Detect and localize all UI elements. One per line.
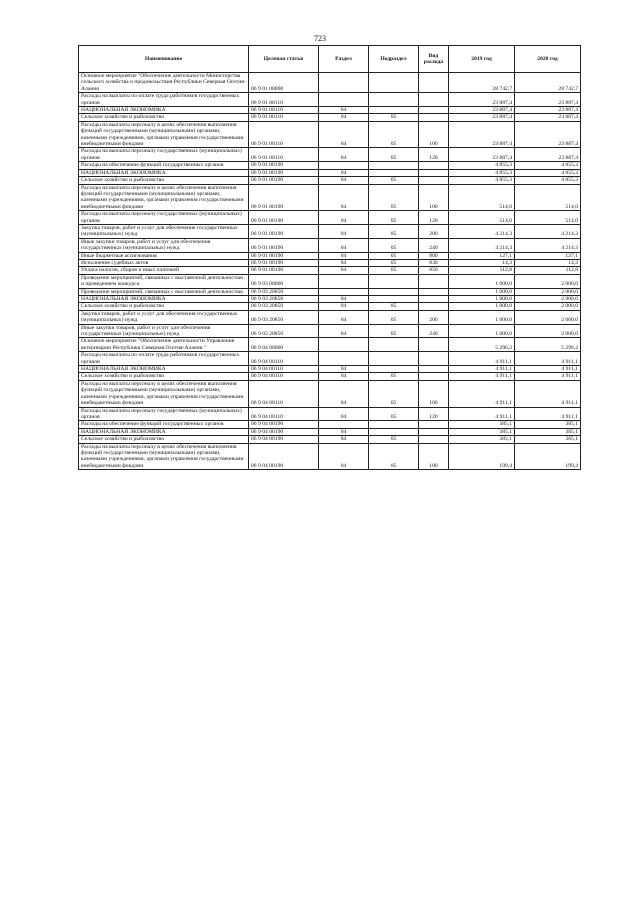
cell-section: 04	[319, 224, 369, 238]
cell-2019: 14,3	[449, 259, 515, 266]
cell-2020: 514,0	[515, 211, 581, 225]
cell-name: Расходы на обеспечение функций государственных органов	[79, 162, 249, 169]
cell-section: 04	[319, 148, 369, 162]
cell-2019: 514,0	[449, 211, 515, 225]
table-row	[79, 114, 581, 121]
cell-2019: 28 742,7	[449, 73, 515, 93]
cell-2020: 2 000,0	[515, 324, 581, 338]
cell-target-article: 06 9 04 00110	[249, 352, 319, 366]
cell-name: Проведение мероприятий, связанных с выставочной деятельностью и проведением конкурса	[79, 274, 249, 288]
cell-target-article: 06 9 01 00110	[249, 114, 319, 121]
cell-2019: 4 911,1	[449, 373, 515, 380]
cell-2020: 5 296,2	[515, 338, 581, 352]
cell-expense-type	[419, 421, 449, 428]
cell-name: Расходы на выплаты персоналу в целях обеспечения выполнения функций государственными (муниципальными) органами, казенными учреждениями, органами управления государственными внебюджетными фондами	[79, 380, 249, 407]
cell-2019: 385,1	[449, 421, 515, 428]
cell-expense-type	[419, 303, 449, 310]
cell-section: 04	[319, 366, 369, 373]
table-row	[79, 73, 581, 93]
table-row	[79, 184, 581, 211]
cell-2020: 23 887,4	[515, 107, 581, 114]
cell-target-article: 06 9 03 20850	[249, 296, 319, 303]
table-row	[79, 436, 581, 443]
cell-2020: 2 000,0	[515, 296, 581, 303]
cell-section: 04	[319, 428, 369, 435]
table-row	[79, 224, 581, 238]
cell-expense-type: 850	[419, 267, 449, 274]
cell-subsection	[369, 366, 419, 373]
cell-target-article: 06 9 01 00190	[249, 184, 319, 211]
table-row	[79, 274, 581, 288]
cell-name: Расходы на выплаты персоналу в целях обеспечения выполнения функций государственными (муниципальными) органами, казенными учреждениями, органами управления государственными внебюджетными фондами	[79, 184, 249, 211]
cell-2020: 385,1	[515, 421, 581, 428]
cell-subsection: 05	[369, 310, 419, 324]
table-row	[79, 93, 581, 107]
cell-2020: 385,1	[515, 428, 581, 435]
cell-2019: 199,4	[449, 443, 515, 470]
cell-2020: 127,1	[515, 252, 581, 259]
cell-expense-type: 100	[419, 380, 449, 407]
page-number: 723	[314, 34, 326, 43]
cell-name: НАЦИОНАЛЬНАЯ ЭКОНОМИКА	[79, 366, 249, 373]
table-row	[79, 177, 581, 184]
cell-2019: 4 911,1	[449, 380, 515, 407]
cell-name: Расходы на выплаты персоналу государственных (муниципальных) органов	[79, 211, 249, 225]
cell-target-article: 06 9 04 00190	[249, 436, 319, 443]
cell-2020: 23 887,4	[515, 93, 581, 107]
cell-2019: 1 000,0	[449, 274, 515, 288]
cell-2019: 4 855,3	[449, 169, 515, 176]
cell-section: 04	[319, 252, 369, 259]
cell-subsection: 05	[369, 324, 419, 338]
cell-section: 04	[319, 267, 369, 274]
cell-section	[319, 421, 369, 428]
cell-expense-type: 830	[419, 259, 449, 266]
cell-2019: 5 296,2	[449, 338, 515, 352]
table-row	[79, 211, 581, 225]
cell-expense-type	[419, 114, 449, 121]
cell-2019: 4 214,3	[449, 238, 515, 252]
table-row	[79, 310, 581, 324]
cell-section	[319, 162, 369, 169]
table-row	[79, 169, 581, 176]
table-body	[79, 73, 581, 470]
cell-section: 04	[319, 238, 369, 252]
cell-expense-type	[419, 352, 449, 366]
cell-name: НАЦИОНАЛЬНАЯ ЭКОНОМИКА	[79, 107, 249, 114]
cell-2019: 23 887,4	[449, 107, 515, 114]
cell-2020: 112,8	[515, 267, 581, 274]
cell-name: Иные бюджетные ассигнования	[79, 252, 249, 259]
cell-2020: 2 000,0	[515, 288, 581, 295]
cell-subsection: 05	[369, 443, 419, 470]
cell-expense-type: 240	[419, 324, 449, 338]
cell-subsection	[369, 296, 419, 303]
cell-2020: 23 887,4	[515, 148, 581, 162]
cell-name: Расходы на выплаты персоналу государственных (муниципальных) органов	[79, 148, 249, 162]
cell-expense-type: 240	[419, 238, 449, 252]
cell-target-article: 06 9 01 00110	[249, 148, 319, 162]
cell-expense-type	[419, 373, 449, 380]
cell-expense-type	[419, 169, 449, 176]
table-row	[79, 443, 581, 470]
cell-name: Закупка товаров, работ и услуг для обеспечения государственных (муниципальных) нужд	[79, 224, 249, 238]
cell-section: 04	[319, 373, 369, 380]
cell-name: Иные закупки товаров, работ и услуг для обеспечения государственных (муниципальных) нужд	[79, 238, 249, 252]
header-2019: 2019 год	[449, 46, 515, 73]
cell-2020: 4 214,3	[515, 224, 581, 238]
cell-subsection	[369, 274, 419, 288]
cell-2019: 4 911,1	[449, 352, 515, 366]
cell-target-article: 06 9 04 00110	[249, 373, 319, 380]
cell-expense-type: 200	[419, 310, 449, 324]
cell-2020: 4 214,3	[515, 238, 581, 252]
cell-2020: 4 911,1	[515, 366, 581, 373]
cell-target-article: 06 9 01 00190	[249, 211, 319, 225]
cell-2020: 28 742,7	[515, 73, 581, 93]
cell-2019: 514,0	[449, 184, 515, 211]
cell-2020: 2 000,0	[515, 310, 581, 324]
cell-expense-type	[419, 162, 449, 169]
table-row	[79, 421, 581, 428]
cell-2020: 23 887,4	[515, 114, 581, 121]
cell-target-article: 06 9 04 00110	[249, 380, 319, 407]
cell-name: Сельское хозяйство и рыболовство	[79, 303, 249, 310]
cell-target-article: 06 9 03 20850	[249, 310, 319, 324]
cell-section: 04	[319, 184, 369, 211]
cell-name: Сельское хозяйство и рыболовство	[79, 373, 249, 380]
cell-2020: 14,3	[515, 259, 581, 266]
table-row	[79, 267, 581, 274]
cell-section	[319, 73, 369, 93]
table-row	[79, 338, 581, 352]
cell-name: Расходы на выплаты по оплате труда работников государственных органов	[79, 93, 249, 107]
cell-name: НАЦИОНАЛЬНАЯ ЭКОНОМИКА	[79, 428, 249, 435]
cell-target-article: 06 9 01 00190	[249, 177, 319, 184]
table-row	[79, 366, 581, 373]
cell-expense-type	[419, 436, 449, 443]
table-row	[79, 324, 581, 338]
cell-name: Уплата налогов, сборов и иных платежей	[79, 267, 249, 274]
cell-2019: 23 887,4	[449, 114, 515, 121]
cell-section: 04	[319, 211, 369, 225]
cell-section: 04	[319, 296, 369, 303]
table-header-row	[79, 46, 581, 73]
cell-target-article: 06 9 01 00110	[249, 93, 319, 107]
cell-section: 04	[319, 407, 369, 421]
cell-section: 04	[319, 114, 369, 121]
cell-subsection	[369, 169, 419, 176]
cell-name: НАЦИОНАЛЬНАЯ ЭКОНОМИКА	[79, 169, 249, 176]
table-row	[79, 162, 581, 169]
budget-table	[78, 45, 581, 470]
table-row	[79, 288, 581, 295]
cell-subsection: 05	[369, 238, 419, 252]
cell-target-article: 06 9 04 00110	[249, 407, 319, 421]
cell-name: Основное мероприятие "Обеспечение деятельности Министерства сельского хозяйства и продовольствия Республики Северная Осетия-Алания	[79, 73, 249, 93]
cell-target-article: 06 9 01 00190	[249, 259, 319, 266]
table-row	[79, 428, 581, 435]
cell-2020: 23 887,4	[515, 121, 581, 148]
cell-subsection: 05	[369, 407, 419, 421]
cell-subsection	[369, 93, 419, 107]
cell-expense-type	[419, 296, 449, 303]
cell-section: 04	[319, 436, 369, 443]
cell-2020: 4 855,3	[515, 162, 581, 169]
cell-subsection: 05	[369, 148, 419, 162]
cell-target-article: 06 9 01 00190	[249, 252, 319, 259]
cell-2020: 4 855,3	[515, 177, 581, 184]
cell-name: Проведение мероприятий, связанных с выставочной деятельностью	[79, 288, 249, 295]
cell-target-article: 06 9 03 20850	[249, 324, 319, 338]
cell-name: НАЦИОНАЛЬНАЯ ЭКОНОМИКА	[79, 296, 249, 303]
cell-target-article: 06 9 04 00000	[249, 338, 319, 352]
cell-section: 04	[319, 303, 369, 310]
cell-2019: 1 000,0	[449, 303, 515, 310]
cell-target-article: 06 9 03 20850	[249, 288, 319, 295]
cell-name: Расходы на выплаты персоналу государственных (муниципальных) органов	[79, 407, 249, 421]
header-expense-type: Вид расхода	[419, 46, 449, 73]
cell-section: 04	[319, 324, 369, 338]
cell-target-article: 06 9 01 00110	[249, 121, 319, 148]
cell-2019: 23 887,4	[449, 121, 515, 148]
cell-target-article: 06 9 03 00000	[249, 274, 319, 288]
cell-2019: 1 000,0	[449, 324, 515, 338]
cell-section: 04	[319, 169, 369, 176]
cell-target-article: 06 9 04 00190	[249, 443, 319, 470]
cell-subsection: 05	[369, 436, 419, 443]
cell-subsection: 05	[369, 373, 419, 380]
cell-subsection	[369, 288, 419, 295]
table-row	[79, 407, 581, 421]
cell-section: 04	[319, 177, 369, 184]
cell-target-article: 06 9 01 00190	[249, 238, 319, 252]
cell-2020: 4 911,1	[515, 380, 581, 407]
cell-2019: 1 000,0	[449, 288, 515, 295]
cell-name: Иные закупки товаров, работ и услуг для обеспечения государственных (муниципальных) нужд	[79, 324, 249, 338]
cell-2019: 112,8	[449, 267, 515, 274]
cell-subsection: 05	[369, 121, 419, 148]
cell-expense-type	[419, 338, 449, 352]
cell-expense-type: 100	[419, 184, 449, 211]
cell-name: Закупка товаров, работ и услуг для обеспечения государственных (муниципальных) нужд	[79, 310, 249, 324]
table-row	[79, 121, 581, 148]
cell-expense-type	[419, 428, 449, 435]
cell-subsection: 05	[369, 177, 419, 184]
cell-target-article: 06 9 01 00110	[249, 107, 319, 114]
cell-subsection: 05	[369, 184, 419, 211]
cell-2019: 23 887,4	[449, 93, 515, 107]
cell-name: Сельское хозяйство и рыболовство	[79, 114, 249, 121]
cell-2020: 4 855,3	[515, 169, 581, 176]
cell-subsection: 05	[369, 224, 419, 238]
table-row	[79, 259, 581, 266]
cell-name: Сельское хозяйство и рыболовство	[79, 436, 249, 443]
cell-2020: 385,1	[515, 436, 581, 443]
cell-2020: 4 911,1	[515, 407, 581, 421]
cell-section: 04	[319, 380, 369, 407]
cell-2019: 4 855,3	[449, 177, 515, 184]
cell-target-article: 06 9 03 20850	[249, 303, 319, 310]
cell-section: 04	[319, 259, 369, 266]
cell-section	[319, 352, 369, 366]
table-row	[79, 373, 581, 380]
table-row	[79, 380, 581, 407]
cell-name: Расходы на выплаты по оплате труда работников государственных органов	[79, 352, 249, 366]
cell-expense-type	[419, 177, 449, 184]
cell-section: 04	[319, 107, 369, 114]
cell-subsection: 05	[369, 380, 419, 407]
cell-expense-type: 800	[419, 252, 449, 259]
table-row	[79, 352, 581, 366]
table-row	[79, 296, 581, 303]
cell-target-article: 06 9 01 00190	[249, 169, 319, 176]
header-name: Наименование	[79, 46, 249, 73]
cell-subsection	[369, 421, 419, 428]
cell-2020: 4 911,1	[515, 352, 581, 366]
cell-section	[319, 338, 369, 352]
cell-target-article: 06 9 01 00190	[249, 224, 319, 238]
cell-expense-type: 200	[419, 224, 449, 238]
cell-2020: 514,0	[515, 184, 581, 211]
table-row	[79, 252, 581, 259]
cell-name: Расходы на обеспечение функций государственных органов	[79, 421, 249, 428]
cell-2019: 1 000,0	[449, 310, 515, 324]
cell-target-article: 06 9 04 00190	[249, 428, 319, 435]
cell-target-article: 06 9 04 00190	[249, 421, 319, 428]
cell-expense-type	[419, 288, 449, 295]
header-section: Раздел	[319, 46, 369, 73]
cell-expense-type	[419, 73, 449, 93]
cell-2020: 2 000,0	[515, 303, 581, 310]
cell-subsection: 05	[369, 259, 419, 266]
cell-2019: 1 000,0	[449, 296, 515, 303]
cell-2020: 199,4	[515, 443, 581, 470]
cell-expense-type: 100	[419, 121, 449, 148]
header-subsection: Подраздел	[369, 46, 419, 73]
cell-target-article: 06 9 04 00110	[249, 366, 319, 373]
cell-subsection	[369, 352, 419, 366]
cell-section	[319, 288, 369, 295]
cell-expense-type: 100	[419, 443, 449, 470]
cell-subsection: 05	[369, 303, 419, 310]
cell-2019: 23 887,4	[449, 148, 515, 162]
cell-section	[319, 93, 369, 107]
table-row	[79, 303, 581, 310]
cell-name: Основное мероприятие "Обеспечение деятельности Управления ветеринарии Республики Северная Осетия-Алания "	[79, 338, 249, 352]
cell-expense-type	[419, 93, 449, 107]
cell-2019: 4 911,1	[449, 366, 515, 373]
cell-section: 04	[319, 121, 369, 148]
cell-2020: 4 911,1	[515, 373, 581, 380]
cell-name: Расходы на выплаты персоналу в целях обеспечения выполнения функций государственными (муниципальными) органами, казенными учреждениями, органами управления государственными внебюджетными фондами	[79, 443, 249, 470]
cell-2019: 4 214,3	[449, 224, 515, 238]
cell-subsection: 05	[369, 267, 419, 274]
cell-subsection	[369, 428, 419, 435]
cell-2019: 4 911,1	[449, 407, 515, 421]
cell-target-article: 06 9 01 00000	[249, 73, 319, 93]
cell-2019: 385,1	[449, 436, 515, 443]
cell-section	[319, 274, 369, 288]
table-row	[79, 107, 581, 114]
cell-expense-type	[419, 366, 449, 373]
cell-name: Расходы на выплаты персоналу в целях обеспечения выполнения функций государственными (муниципальными) органами, казенными учреждениями, органами управления государственными внебюджетными фондами	[79, 121, 249, 148]
cell-2020: 2 000,0	[515, 274, 581, 288]
cell-2019: 4 855,3	[449, 162, 515, 169]
cell-subsection	[369, 107, 419, 114]
cell-target-article: 06 9 01 00190	[249, 162, 319, 169]
table-row	[79, 148, 581, 162]
cell-expense-type: 120	[419, 407, 449, 421]
cell-2019: 127,1	[449, 252, 515, 259]
cell-expense-type: 120	[419, 148, 449, 162]
cell-section: 04	[319, 310, 369, 324]
cell-subsection: 05	[369, 252, 419, 259]
cell-expense-type	[419, 107, 449, 114]
cell-section: 04	[319, 443, 369, 470]
header-2020: 2020 год	[515, 46, 581, 73]
cell-expense-type: 120	[419, 211, 449, 225]
table-row	[79, 238, 581, 252]
cell-name: Исполнение судебных актов	[79, 259, 249, 266]
cell-subsection	[369, 338, 419, 352]
cell-subsection	[369, 162, 419, 169]
header-target-article: Целевая статья	[249, 46, 319, 73]
cell-subsection	[369, 73, 419, 93]
cell-subsection: 05	[369, 211, 419, 225]
cell-subsection: 05	[369, 114, 419, 121]
cell-2019: 385,1	[449, 428, 515, 435]
cell-expense-type	[419, 274, 449, 288]
cell-name: Сельское хозяйство и рыболовство	[79, 177, 249, 184]
cell-target-article: 06 9 01 00190	[249, 267, 319, 274]
